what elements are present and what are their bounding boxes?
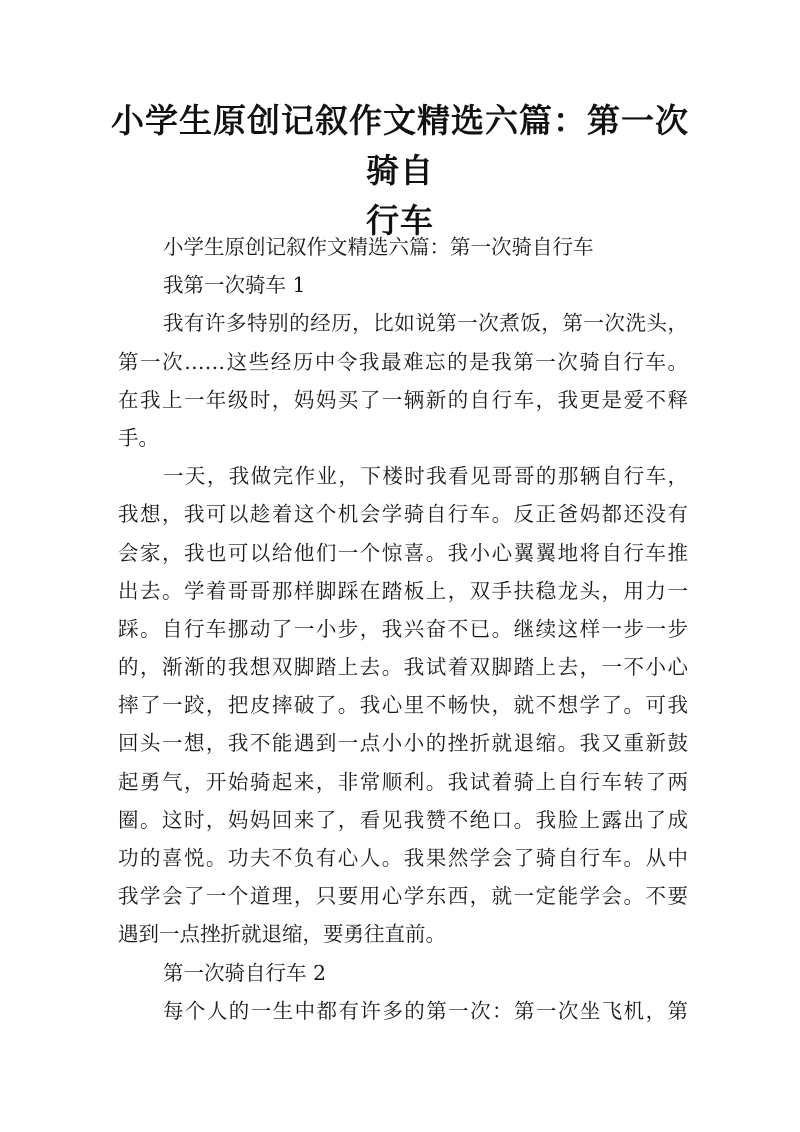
body-line: 手。 — [118, 425, 159, 450]
body-line: 的，渐渐的我想双脚踏上去。我试着双脚踏上去，一不小心 — [118, 655, 688, 680]
body-line: 起勇气，开始骑起来，非常顺利。我试着骑上自行车转了两 — [118, 769, 688, 794]
body-line: 第一次……这些经历中令我最难忘的是我第一次骑自行车。 — [118, 349, 688, 374]
body-line: 出去。学着哥哥那样脚踩在踏板上，双手扶稳龙头，用力一 — [118, 578, 688, 603]
body-line: 一天，我做完作业，下楼时我看见哥哥的那辆自行车， — [163, 464, 688, 489]
document-title — [100, 96, 700, 246]
body-line: 每个人的一生中都有许多的第一次：第一次坐飞机，第 — [163, 998, 688, 1023]
title-line-1: 小学生原创记叙作文精选六篇：第一次骑自 — [111, 101, 689, 190]
document-body — [118, 228, 688, 1030]
body-line: 遇到一点挫折就退缩，要勇往直前。 — [118, 922, 446, 947]
body-line: 圈。这时，妈妈回来了，看见我赞不绝口。我脸上露出了成 — [118, 807, 688, 832]
body-line: 踩。自行车挪动了一小步，我兴奋不已。继续这样一步一步 — [118, 616, 688, 641]
body-line: 我想，我可以趁着这个机会学骑自行车。反正爸妈都还没有 — [118, 502, 688, 527]
title-line-2: 行车 — [366, 201, 434, 240]
body-line: 功的喜悦。功夫不负有心人。我果然学会了骑自行车。从中 — [118, 846, 688, 870]
body-line: 摔了一跤，把皮摔破了。我心里不畅快，就不想学了。可我 — [118, 693, 688, 718]
subtitle-line: 小学生原创记叙作文精选六篇：第一次骑自行车 — [163, 235, 594, 259]
section-heading-2: 第一次骑自行车 2 — [163, 960, 327, 985]
body-line: 我学会了一个道理，只要用心学东西，就一定能学会。不要 — [118, 884, 688, 909]
body-line: 在我上一年级时，妈妈买了一辆新的自行车，我更是爱不释 — [118, 387, 688, 412]
section-heading-1: 我第一次骑车 1 — [163, 273, 306, 298]
body-line: 我有许多特别的经历，比如说第一次煮饭，第一次洗头， — [163, 311, 688, 336]
body-line: 回头一想，我不能遇到一点小小的挫折就退缩。我又重新鼓 — [118, 731, 688, 756]
body-line: 会家，我也可以给他们一个惊喜。我小心翼翼地将自行车推 — [118, 540, 688, 565]
